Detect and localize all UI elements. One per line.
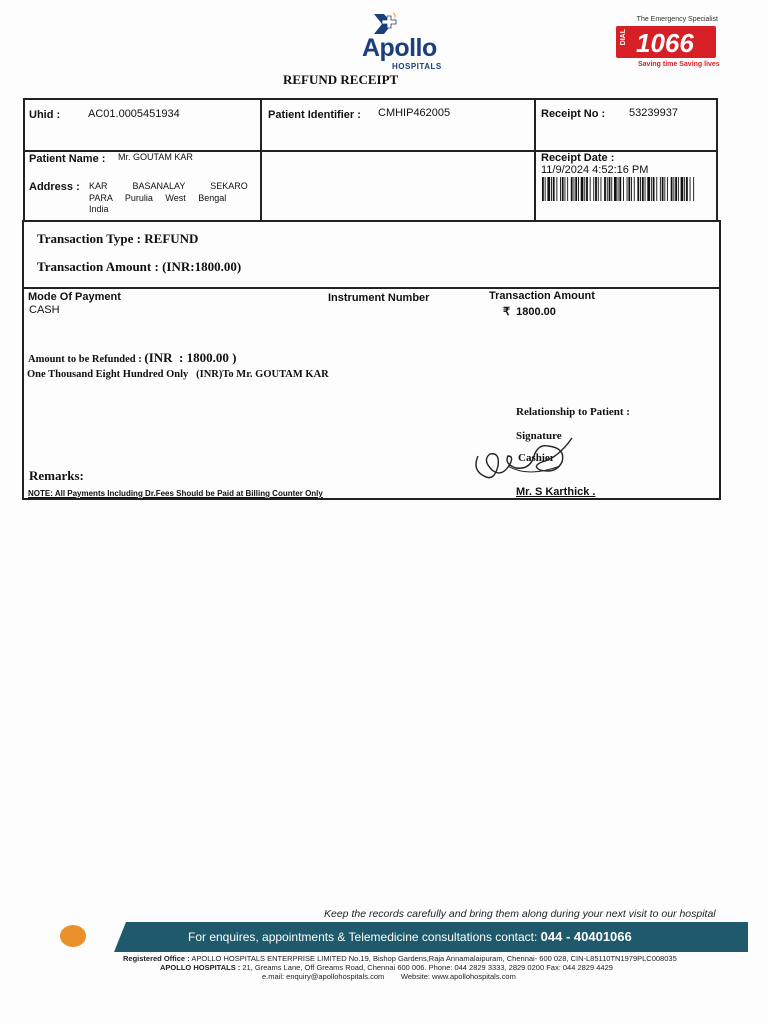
cashier-name: Mr. S Karthick . bbox=[516, 486, 596, 498]
relationship-label: Relationship to Patient : bbox=[516, 406, 630, 418]
apollo-hospitals-address bbox=[160, 963, 613, 972]
page-title: REFUND RECEIPT bbox=[283, 72, 399, 87]
apollo-hospitals-label: APOLLO HOSPITALS : bbox=[160, 963, 241, 972]
banner-text bbox=[188, 929, 632, 944]
refund-amount-words: One Thousand Eight Hundred Only (INR)To Mr. GOUTAM KAR bbox=[27, 369, 329, 380]
refund-amount-label: Amount to be Refunded : bbox=[28, 354, 142, 365]
refund-amount-line bbox=[28, 350, 236, 366]
banner-phone: 044 - 40401066 bbox=[540, 929, 632, 944]
instrument-number-header: Instrument Number bbox=[328, 292, 430, 304]
banner-left-cap bbox=[18, 922, 98, 952]
patient-name-label: Patient Name : bbox=[29, 153, 106, 165]
barcode-icon bbox=[542, 177, 697, 201]
signature-label: Signature bbox=[516, 430, 562, 442]
logo-sub: HOSPITALS bbox=[392, 62, 442, 71]
cashier-signature bbox=[468, 426, 580, 488]
receipt-no-value: 53239937 bbox=[629, 107, 678, 119]
receipt-date-value: 11/9/2024 4:52:16 PM bbox=[541, 164, 649, 176]
banner-label: For enquires, appointments & Telemedicine consultations contact: bbox=[188, 930, 538, 944]
receipt-date-label: Receipt Date : bbox=[541, 152, 615, 164]
dial-word: DIAL bbox=[620, 29, 627, 46]
address-line-2: PARA Purulia West Bengal bbox=[89, 193, 227, 203]
keep-records-note: Keep the records carefully and bring them along during your next visit to our hospital bbox=[324, 908, 716, 920]
patient-identifier-label: Patient Identifier : bbox=[268, 109, 361, 121]
transaction-amount-header: Transaction Amount bbox=[489, 290, 595, 302]
registered-office-text: APOLLO HOSPITALS ENTERPRISE LIMITED No.19, Bishop Gardens,Raja Annamalaipuram, Chennai- 600 028, CIN-L85110TN1979PLC008035 bbox=[191, 954, 677, 963]
address-label: Address : bbox=[29, 181, 80, 193]
dial-number: 1066 bbox=[636, 28, 694, 58]
address-line-1: KAR BASANALAY SEKARO bbox=[89, 181, 248, 191]
contact-line: e.mail: enquiry@apollohospitals.com Website: www.apollohospitals.com bbox=[262, 972, 516, 981]
refund-amount-value: (INR : 1800.00 ) bbox=[144, 350, 237, 365]
dial-tagline: Saving time Saving lives bbox=[638, 61, 720, 68]
accreditation-seal-icon bbox=[60, 925, 86, 947]
uhid-label: Uhid : bbox=[29, 109, 61, 121]
dial-tag: The Emergency Specialist bbox=[636, 16, 718, 23]
logo-name: Apollo bbox=[362, 34, 437, 62]
payment-mode-value: CASH bbox=[29, 304, 60, 316]
mode-of-payment-header: Mode Of Payment bbox=[28, 291, 121, 303]
apollo-logo bbox=[356, 8, 446, 72]
apollo-hospitals-text: 21, Greams Lane, Off Greams Road, Chennai 600 006. Phone: 044 2829 3333, 2829 0200 Fax: 044 2829 4429 bbox=[242, 963, 613, 972]
receipt-no-label: Receipt No : bbox=[541, 108, 606, 120]
banner-wedge bbox=[96, 922, 126, 952]
cashier-label: Cashier bbox=[518, 452, 555, 464]
remarks-label: Remarks: bbox=[29, 468, 84, 483]
transaction-amount: Transaction Amount : (INR:1800.00) bbox=[37, 259, 242, 274]
payment-amount-value: ₹ 1800.00 bbox=[503, 306, 556, 318]
registered-office-label: Registered Office : bbox=[123, 954, 190, 963]
dial-1066-logo bbox=[616, 16, 720, 68]
transaction-type: Transaction Type : REFUND bbox=[37, 231, 199, 246]
registered-office bbox=[123, 954, 677, 963]
apollo-logo-icon bbox=[370, 10, 400, 36]
patient-name-value: Mr. GOUTAM KAR bbox=[118, 152, 193, 162]
uhid-value: AC01.0005451934 bbox=[88, 108, 180, 120]
billing-note: NOTE: All Payments Including Dr.Fees Should be Paid at Billing Counter Only bbox=[28, 489, 323, 498]
address-line-3: India bbox=[89, 204, 109, 214]
patient-identifier-value: CMHIP462005 bbox=[378, 107, 451, 119]
